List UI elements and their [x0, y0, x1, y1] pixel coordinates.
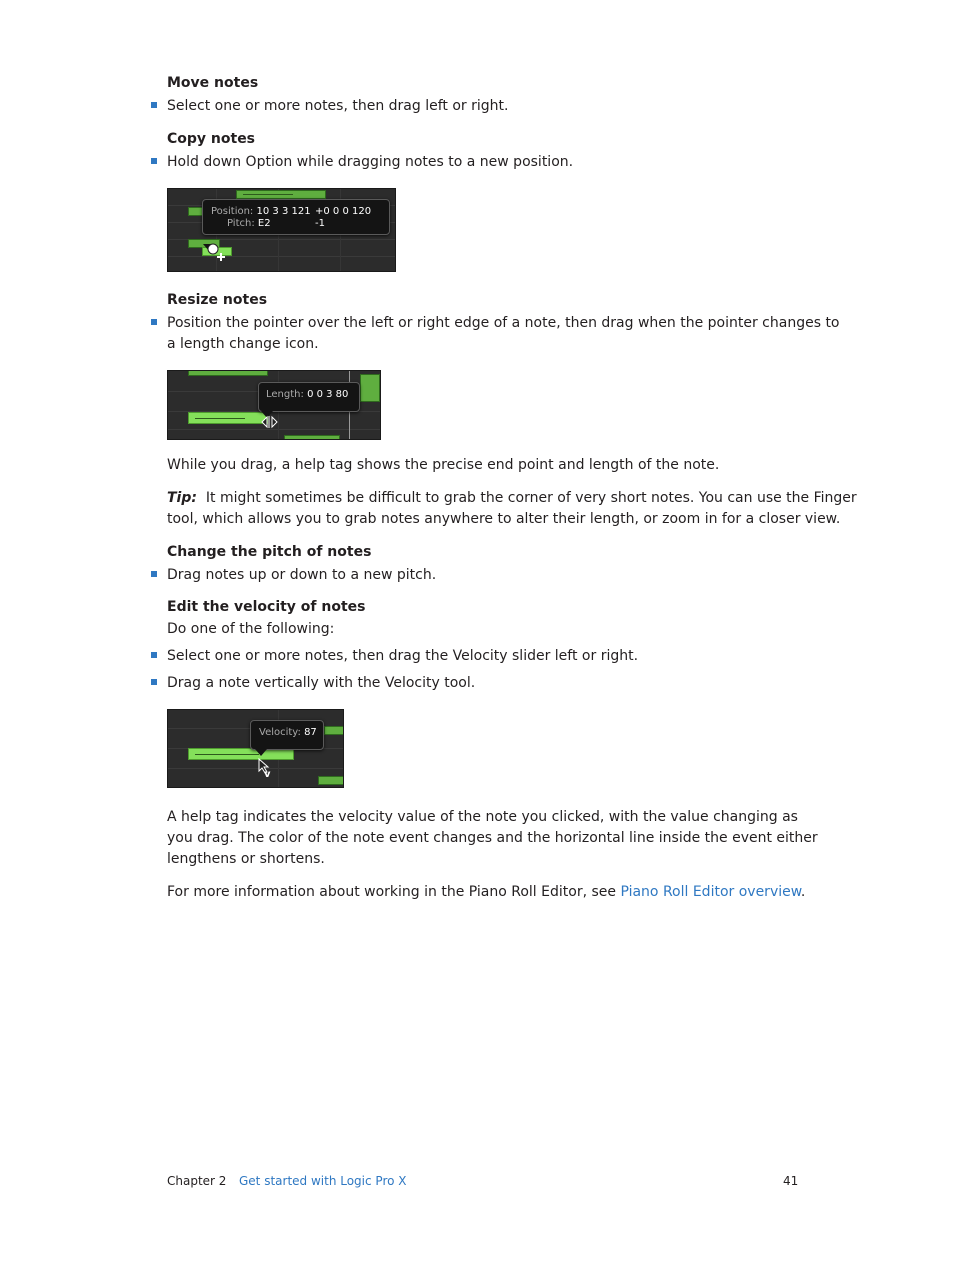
bullet-marker — [151, 319, 157, 325]
bullet-change-pitch: Drag notes up or down to a new pitch. — [167, 567, 437, 583]
velocity-para-line2: you drag. The color of the note event changes and the horizontal line inside the event either — [167, 830, 818, 846]
length-label: Length: — [266, 389, 304, 400]
footer-chapter-link[interactable]: Get started with Logic Pro X — [239, 1174, 407, 1188]
length-value: 0 0 3 80 — [307, 389, 349, 400]
heading-change-pitch: Change the pitch of notes — [167, 544, 372, 560]
heading-resize-notes: Resize notes — [167, 292, 268, 308]
bullet-marker — [151, 158, 157, 164]
piano-roll-overview-link[interactable]: Piano Roll Editor overview — [620, 884, 801, 900]
heading-copy-notes: Copy notes — [167, 131, 256, 147]
pitch-label: Pitch: — [227, 218, 255, 229]
more-info-paragraph — [167, 882, 805, 903]
more-info-end: . — [800, 884, 806, 900]
resize-help-text: While you drag, a help tag shows the precise end point and length of the note. — [167, 457, 720, 473]
tip-text-line1: It might sometimes be difficult to grab the corner of very short notes. You can use the Finger — [205, 490, 857, 506]
help-tag-velocity — [250, 720, 324, 750]
velocity-intro: Do one of the following: — [167, 621, 335, 637]
bullet-velocity-tool: Drag a note vertically with the Velocity tool. — [167, 675, 476, 691]
tip-line1 — [167, 488, 857, 509]
position-delta: +0 0 0 120 — [315, 206, 372, 217]
bullet-resize-line1: Position the pointer over the left or right edge of a note, then drag when the pointer changes to — [167, 315, 840, 331]
length-change-cursor-icon — [260, 415, 280, 429]
bullet-copy-notes: Hold down Option while dragging notes to a new position. — [167, 154, 574, 170]
screenshot-copy-notes — [167, 188, 396, 272]
bullet-marker — [151, 102, 157, 108]
screenshot-resize-notes — [167, 370, 381, 440]
help-tag-length — [258, 382, 360, 412]
bullet-resize-line2: a length change icon. — [167, 336, 319, 352]
tip-label: Tip: — [167, 490, 197, 506]
more-info-text: For more information about working in the Piano Roll Editor, see — [167, 884, 621, 900]
velocity-cursor-letter: v — [264, 769, 271, 780]
bullet-velocity-slider: Select one or more notes, then drag the Velocity slider left or right. — [167, 648, 639, 664]
help-tag-position-pitch — [202, 199, 390, 235]
velocity-value: 87 — [304, 727, 317, 738]
velocity-para-line3: lengthens or shortens. — [167, 851, 325, 867]
bullet-marker — [151, 652, 157, 658]
page-number: 41 — [783, 1174, 799, 1188]
screenshot-velocity — [167, 709, 344, 788]
tip-line2: tool, which allows you to grab notes anywhere to alter their length, or zoom in for a closer view. — [167, 511, 841, 527]
footer-chapter-label: Chapter 2 — [167, 1174, 227, 1188]
bullet-marker — [151, 679, 157, 685]
copy-hand-cursor-icon — [206, 241, 228, 263]
position-label: Position: — [211, 206, 254, 217]
pitch-delta: -1 — [315, 218, 325, 229]
pitch-value: E2 — [257, 218, 271, 229]
velocity-para-line1: A help tag indicates the velocity value of the note you clicked, with the value changing as — [167, 809, 798, 825]
velocity-label: Velocity: — [259, 727, 301, 738]
position-value: 10 3 3 121 — [256, 206, 311, 217]
heading-move-notes: Move notes — [167, 75, 259, 91]
bullet-move-notes: Select one or more notes, then drag left or right. — [167, 98, 509, 114]
bullet-marker — [151, 571, 157, 577]
heading-edit-velocity: Edit the velocity of notes — [167, 599, 366, 615]
